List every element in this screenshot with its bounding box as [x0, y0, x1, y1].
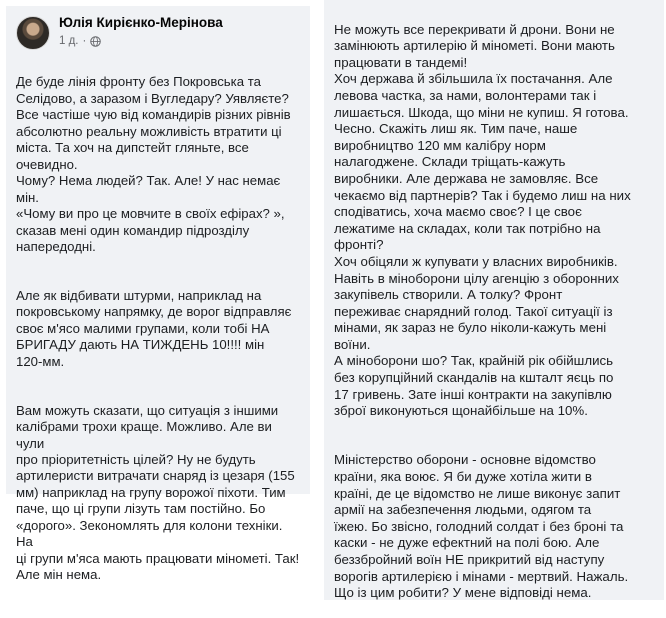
post-text-left — [16, 58, 302, 600]
post-paragraph: Але як відбивати штурми, наприклад на покровському напрямку, де ворог відправляє своє м'ясо малими групами, коли тобі НА БРИГАДУ дають НА ТИЖДЕНЬ 10!!!! мін 120-мм. — [16, 287, 292, 369]
post-card-left — [6, 6, 310, 583]
post-paragraph: Де буде лінія фронту без Покровська та Селідово, а заразом і Вугледару? Уявляєте? Все частіше чую від командирів різних рівнів абсолютно реальну можливість втратити ці міста. Та хоч на дипстейт гляньте, все очевидно. Чому? Нема людей? Так. Але! У нас немає мін. «Чому ви про це мовчите в своїх ефірах? », сказав мені один командир підрозділу напередодні. — [16, 74, 291, 254]
author-block — [59, 12, 223, 49]
post-paragraph: Не можуть все перекривати й дрони. Вони не замінюють артилерію й мінометі. Вони мають працювати в тандемі! Хоч держава й збільшила їх постачання. Але левова частка, за нами, волонтерами так і лишається. Шкода, що міни не купиш. Я готова. Чесно. Скажіть лиш як. Тим паче, наше виробництво 120 мм калібру норм налагоджене. Склади тріщать-кажуть виробники. Але держава не замовляє. Все чекаємо від партнерів? Так і будемо лиш на них сподіватись, хоча маємо своє? І це своє лежатиме на складах, коли так потрібно на фронті? Хоч обіцяли ж купувати у власних виробників. Навіть в міноборони цілу агенцію з оборонних закупівель створили. А толку? Фронт переживає снарядний голод. Такої ситуації із мінами, як зараз не було ніколи-кажуть мені воїни. А міноборони шо? Так, крайній рік обійшлись без корупційний скандалів на кшталт яєць по 17 гривень. Зате інші контракти на закупівлю зброї виконуються щонайбільше на 10%. — [334, 21, 631, 419]
post-paragraph: Вам можуть сказати, що ситуація з іншими калібрами трохи краще. Можливо. Але ви чули про пріоритетність цілей? Ну не будуть артилеристи витрачати снаряд із цезаря (155 мм) наприклад на групу ворожої піхоти. Тим паче, що ці групи лізуть там постійно. Бо «дорого». Зекономлять для колони техніки. На ці групи м'яса мають працювати мінометі. Так! Але мін нема. — [16, 402, 300, 583]
author-name[interactable]: Юлія Кирієнко-Мерінова — [59, 15, 223, 30]
post-header — [16, 12, 302, 54]
meta-separator: · — [82, 35, 87, 47]
avatar[interactable] — [16, 16, 50, 50]
post-card-right — [324, 0, 664, 600]
post-text-right — [334, 5, 656, 618]
post-meta — [59, 33, 223, 49]
post-paragraph: Міністерство оборони - основне відомство країни, яка воює. Я би дуже хотіла жити в країні, де це відомство не лише виконує запит армії на забезпечення людьми, одягом та їжею. Бо звісно, голодний солдат і без броні та каски - не дуже ефектний на полі бою. Але беззбройний воїн НЕ прикритий від наступу ворогів артилерією і мінами - мертвий. Нажаль. Що із цим робити? У мене відповіді нема. — [334, 452, 629, 601]
globe-icon — [90, 36, 101, 47]
post-timestamp[interactable]: 1 д. — [59, 35, 79, 47]
